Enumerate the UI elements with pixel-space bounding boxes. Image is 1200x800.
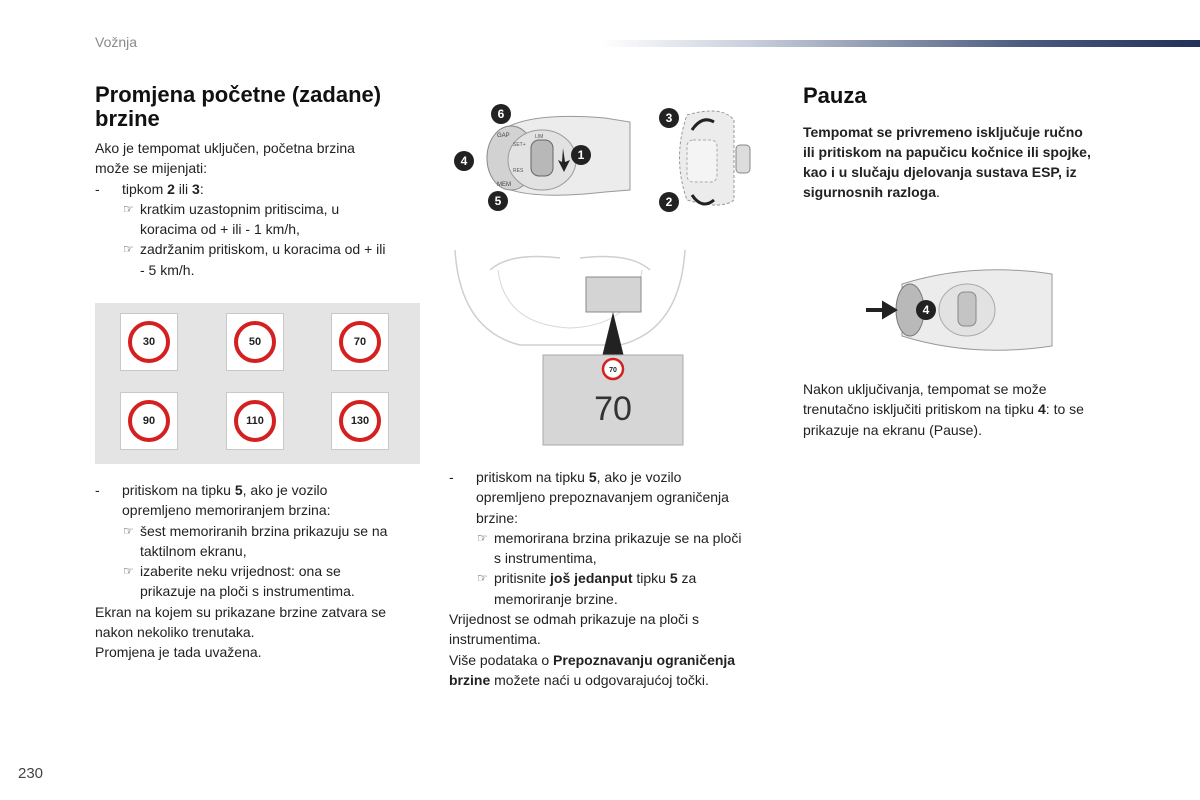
bullet-text: za bbox=[677, 570, 697, 587]
dash-cont: opremljeno prepoznavanjem ograničenja bbox=[476, 489, 729, 506]
callout-2-label: 2 bbox=[665, 195, 673, 209]
sign-value: 130 bbox=[339, 400, 381, 442]
res-label: RES bbox=[513, 168, 524, 174]
more-info-text: možete naći u odgovarajućoj točki. bbox=[490, 671, 709, 688]
pointing-hand-icon: ☞ bbox=[123, 523, 134, 538]
period: . bbox=[936, 184, 940, 200]
dash-text: pritiskom na tipku bbox=[122, 482, 235, 498]
bullet-cont: koracima od + ili - 1 km/h, bbox=[140, 221, 300, 238]
left-memory-block bbox=[95, 480, 425, 663]
speed-sign-50 bbox=[226, 313, 284, 371]
callout-5-label: 5 bbox=[494, 194, 502, 208]
bullet-select-value bbox=[95, 561, 425, 581]
callout-4-label: 4 bbox=[460, 154, 468, 168]
dash-bold-5: 5 bbox=[234, 482, 243, 498]
cluster-display bbox=[586, 277, 641, 312]
bullet-text: memorirana brzina prikazuje se na ploči bbox=[494, 529, 742, 546]
bullet-cont: taktilnom ekranu, bbox=[140, 542, 247, 559]
speed-sign-110 bbox=[226, 392, 284, 450]
dash-text-post: , ako je vozilo bbox=[242, 482, 328, 498]
page-number: 230 bbox=[18, 765, 44, 782]
lim-label: LIM bbox=[535, 134, 544, 140]
speed-signs-panel bbox=[95, 303, 420, 464]
bold-line: Tempomat se privremeno isključuje ručno bbox=[803, 124, 1083, 140]
intro-line-2: može se mijenjati: bbox=[95, 160, 208, 177]
para-line: prikazuje na ekranu (Pause). bbox=[803, 421, 982, 438]
speed-sign-130 bbox=[331, 392, 389, 450]
memorised-speed: 70 bbox=[594, 390, 632, 428]
cruise-stalk-illustration bbox=[445, 100, 645, 220]
bullet-text: tipku bbox=[632, 570, 670, 587]
bullet-memorised-speed bbox=[449, 528, 779, 548]
bold-line: ili pritiskom na papučicu kočnice ili spojke, bbox=[803, 144, 1091, 160]
dash-marker: - bbox=[95, 482, 100, 498]
pointing-hand-icon: ☞ bbox=[123, 201, 134, 216]
dash-bold-3: 3 bbox=[192, 180, 200, 197]
para-line bbox=[803, 399, 1143, 419]
sign-value: 70 bbox=[339, 321, 381, 363]
more-info-bold: Prepoznavanju ograničenja bbox=[553, 651, 736, 668]
bullet-text: kratkim uzastopnim pritiscima, u bbox=[140, 200, 340, 217]
stalk-side-illustration bbox=[652, 100, 762, 220]
para-line: instrumentima. bbox=[449, 631, 541, 648]
pause-stalk-illustration bbox=[862, 262, 1062, 358]
bullet-cont: s instrumentima, bbox=[494, 550, 597, 567]
thumbwheel bbox=[531, 140, 553, 176]
more-info-text: Više podataka o bbox=[449, 651, 554, 668]
callout-4-label: 4 bbox=[922, 303, 930, 317]
bullet-press-again bbox=[449, 568, 779, 588]
pointing-hand-icon: ☞ bbox=[477, 571, 488, 586]
speed-sign-70 bbox=[331, 313, 389, 371]
bullet-cont: prikazuje na ploči s instrumentima. bbox=[140, 583, 355, 600]
callout-3-label: 3 bbox=[665, 111, 673, 125]
left-intro-block bbox=[95, 138, 425, 280]
dash-item-recognition bbox=[449, 467, 779, 487]
bullet-text: pritisnite bbox=[494, 570, 551, 587]
section-label: Vožnja bbox=[95, 34, 138, 50]
dash-bold-5: 5 bbox=[588, 469, 597, 485]
instrument-cluster-illustration bbox=[450, 240, 690, 452]
dash-marker: - bbox=[95, 180, 100, 197]
more-info-line-1 bbox=[449, 650, 779, 670]
outro-line-3: Promjena je tada uvažena. bbox=[95, 644, 262, 661]
callout-1-label: 1 bbox=[577, 148, 585, 162]
speed-sign-90 bbox=[120, 392, 178, 450]
small-sign-value: 70 bbox=[609, 367, 617, 374]
gap-label: GAP bbox=[497, 133, 510, 139]
bullet-six-speeds bbox=[95, 521, 425, 541]
dash-text-mid: ili bbox=[174, 180, 193, 197]
pause-paragraph bbox=[803, 379, 1143, 440]
dash-cont: brzine: bbox=[476, 509, 519, 526]
outro-line-1: Ekran na kojem su prikazane brzine zatvara se bbox=[95, 603, 387, 620]
sign-value: 110 bbox=[234, 400, 276, 442]
bullet-short-press bbox=[95, 199, 425, 219]
bullet-long-press bbox=[95, 239, 425, 259]
more-info-line-2 bbox=[449, 670, 779, 690]
bold-line: kao i u slučaju djelovanja sustava ESP, iz bbox=[803, 164, 1077, 180]
middle-text-block bbox=[449, 467, 779, 690]
bold-text: sigurnosnih razloga bbox=[803, 184, 937, 200]
dash-bold-2: 2 bbox=[167, 180, 175, 197]
speed-sign-30 bbox=[120, 313, 178, 371]
bullet-text: šest memoriranih brzina prikazuju se na bbox=[140, 522, 388, 539]
mem-label: MEM bbox=[497, 182, 511, 188]
bullet-cont: - 5 km/h. bbox=[140, 261, 195, 278]
para-line: Nakon uključivanja, tempomat se može bbox=[803, 381, 1047, 397]
left-title: Promjena početne (zadane) brzine bbox=[95, 82, 382, 131]
intro-line-1: Ako je tempomat uključen, početna brzina bbox=[95, 140, 355, 156]
pointing-hand-icon: ☞ bbox=[123, 242, 134, 257]
para-text: : to se bbox=[1045, 401, 1084, 418]
dash-cont: opremljeno memoriranjem brzina: bbox=[122, 502, 331, 519]
right-title: Pauza bbox=[803, 83, 867, 108]
pointing-hand-icon: ☞ bbox=[477, 530, 488, 545]
callout-6-label: 6 bbox=[497, 107, 505, 121]
pointing-hand-icon: ☞ bbox=[123, 564, 134, 579]
sign-value: 90 bbox=[128, 400, 170, 442]
para-line: Vrijednost se odmah prikazuje na ploči s bbox=[449, 611, 700, 628]
dash-item-memory bbox=[95, 480, 425, 500]
sign-value: 50 bbox=[234, 321, 276, 363]
pause-bold-paragraph bbox=[803, 122, 1143, 202]
header-bar bbox=[600, 40, 1200, 47]
sign-value: 30 bbox=[128, 321, 170, 363]
para-text: trenutačno isključiti pritiskom na tipku bbox=[803, 401, 1038, 418]
bullet-text: izaberite neku vrijednost: ona se bbox=[140, 563, 341, 580]
bold-line bbox=[803, 182, 1143, 202]
dash-text-post: : bbox=[199, 180, 204, 197]
dash-text: pritiskom na tipku bbox=[476, 469, 589, 485]
set-label: SET+ bbox=[513, 142, 526, 148]
dash-marker: - bbox=[449, 469, 454, 485]
more-info-bold: brzine bbox=[449, 671, 491, 688]
dash-item-buttons bbox=[95, 179, 425, 199]
dash-text: tipkom bbox=[122, 180, 168, 197]
bullet-text: zadržanim pritiskom, u koracima od + ili bbox=[140, 241, 386, 258]
bullet-bold: još jedanput bbox=[550, 570, 633, 587]
outro-line-2: nakon nekoliko trenutaka. bbox=[95, 624, 255, 641]
para-bold: 4 bbox=[1038, 401, 1046, 418]
bullet-cont: memoriranje brzine. bbox=[494, 590, 618, 607]
right-arrow-icon bbox=[866, 304, 894, 316]
dash-text-post: , ako je vozilo bbox=[596, 469, 682, 485]
bullet-bold: 5 bbox=[669, 570, 678, 587]
